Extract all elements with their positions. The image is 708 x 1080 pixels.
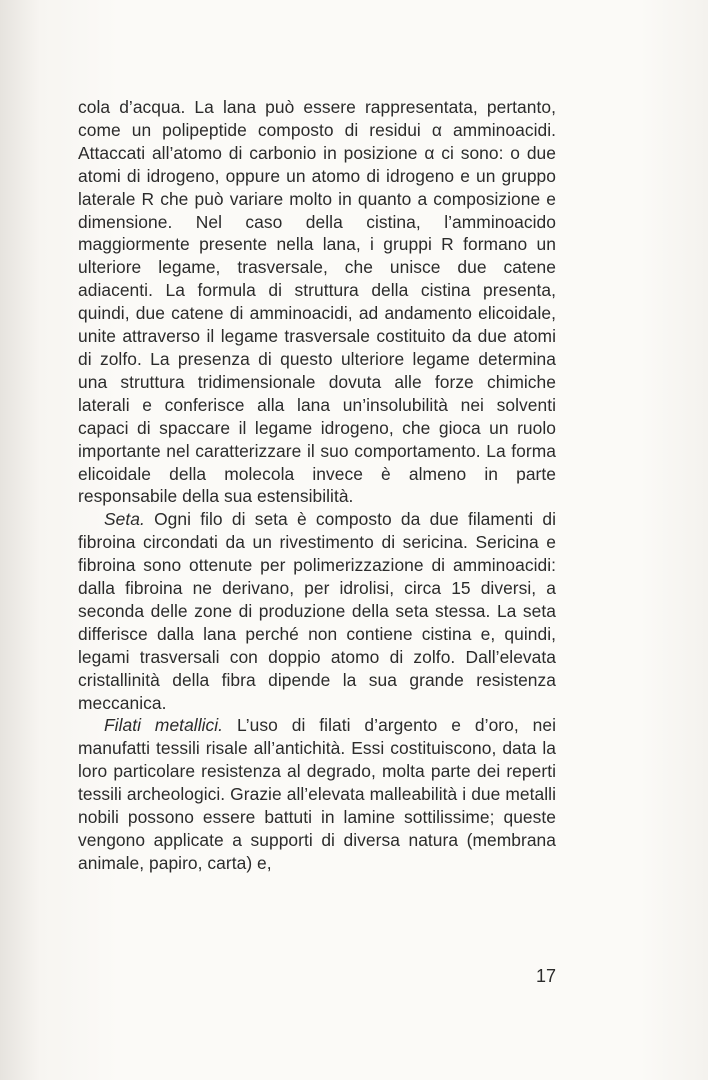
section-lead-filati-metallici: Filati metallici. <box>104 715 224 736</box>
page-number: 17 <box>535 966 556 986</box>
paragraph-text: L’uso di filati d’argento e d’oro, nei manufatti tessili risale all’antichità. Essi costituiscono, data la loro particolare resistenza al degrado, molta parte dei reperti tessili archeologici. Grazie all’elevata malleabilità i due metalli nobili possono essere battuti in lamine sottilissime; queste vengono applicate a supporti di diversa natura (membrana animale, papiro, carta) e, <box>78 715 557 873</box>
paragraph-metal-threads <box>78 714 556 874</box>
section-lead-seta: Seta. <box>104 509 145 530</box>
paragraph-text: cola d’acqua. La lana può essere rappresentata, pertanto, come un polipeptide composto di residui α amminoacidi. Attaccati all’atomo di carbonio in posizione α ci sono: o due atomi di idrogeno, oppure un atomo di idrogeno e un gruppo laterale R che può variare molto in quanto a composizione e dimensione. Nel caso della cistina, l’amminoacido maggiormente presente nella lana, i gruppi R formano un ulteriore legame, trasversale, che unisce due catene adiacenti. La formula di struttura della cistina presenta, quindi, due catene di amminoacidi, ad andamento elicoidale, unite attraverso il legame trasversale costituito da due atomi di zolfo. La presenza di questo ulteriore legame determina una struttura tridimensionale dovuta alle forze chimiche laterali e conferisce alla lana un’insolubilità nei solventi capaci di spaccare il legame idrogeno, che gioca un ruolo importante nel caratterizzare il suo comportamento. La forma elicoidale della molecola invece è almeno in parte responsabile della sua estensibilità. <box>78 97 556 507</box>
paragraph-text: Ogni filo di seta è composto da due filamenti di fibroina circondati da un rivestimento di sericina. Sericina e fibroina sono ottenute per polimerizzazione di amminoacidi: dalla fibroina ne derivano, per idrolisi, circa 15 diversi, a seconda delle zone di produzione della seta stessa. La seta differisce dalla lana perché non contiene cistina e, quindi, legami trasversali con doppio atomo di zolfo. Dall’elevata cristallinità della fibra dipende la sua grande resistenza meccanica. <box>78 509 556 713</box>
paragraph-wool <box>78 96 556 508</box>
body-text <box>78 96 556 875</box>
paragraph-silk <box>78 508 556 714</box>
